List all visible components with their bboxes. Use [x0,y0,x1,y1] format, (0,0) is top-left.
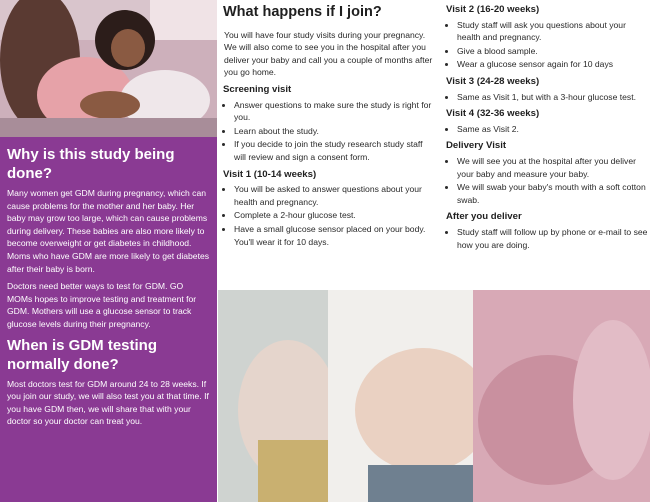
list-item: • Answer questions to make sure the study is right for you. [234,99,436,124]
visit-3-heading: Visit 3 (24-28 weeks) [446,75,540,87]
gdm-testing-paragraph: Most doctors test for GDM around 24 to 28 weeks. If you join our study, we will also test you at that time. If you have GDM then, we will share that with your doctor so your doctor can treat you. [7,378,209,427]
visit-4-heading: Visit 4 (32-36 weeks) [446,108,540,120]
visit-1-heading: Visit 1 (10-14 weeks) [223,168,317,180]
right-column [445,0,648,254]
list-item: • If you decide to join the study research study staff will review and sign a consent form. [234,138,436,163]
list-item: • Wear a glucose sensor again for 10 days [457,58,648,71]
list-item: • Same as Visit 1, but with a 3-hour glucose test. [457,91,648,104]
list-item: • Same as Visit 2. [457,123,648,136]
screening-visit-list [222,99,436,164]
delivery-visit-list [445,155,648,206]
after-delivery-heading: After you deliver [446,211,522,223]
better-testing-paragraph: Doctors need better ways to test for GDM. GO MOMs hopes to improve testing and treatment for GDM. Mothers will use a glucose sensor to track glucose levels during their pregnancy. [7,281,197,329]
visit-3-list [445,91,648,104]
why-study-paragraph: Many women get GDM during pregnancy, which can cause problems for the mother and her baby. Her baby may grow too large, which can cause problems during delivery. These babies are also more likely to become overweight or get diabetes in childhood. Moms who have GDM are more likely to get diabetes after their baby is born. [7,188,210,274]
visit-1-list [222,183,436,248]
list-item: • Give a blood sample. [457,45,648,58]
middle-column [222,0,436,251]
left-column [0,0,217,502]
list-item: • Study staff will follow up by phone or e-mail to see how you are doing. [457,226,648,251]
pregnant-women-photo [218,290,650,502]
list-item: • We will see you at the hospital after you deliver your baby and measure your baby. [457,155,648,180]
screening-visit-heading: Screening visit [223,83,292,95]
after-delivery-list [445,226,648,251]
why-study-heading: Why is this study being done? [7,146,175,182]
list-item: • Study staff will ask you questions about your health and pregnancy. [457,19,648,44]
join-heading: What happens if I join? [223,4,382,20]
list-item: • Complete a 2-hour glucose test. [234,209,436,222]
list-item: • Learn about the study. [234,125,436,138]
join-intro: You will have four study visits during your pregnancy. We will also come to see you in the hospital after you deliver your baby and call you a couple of months after you go home. [224,29,433,78]
visit-4-list [445,123,648,136]
visit-2-list [445,19,648,71]
gdm-testing-heading: When is GDM testing normally done? [7,336,157,373]
mother-child-photo [0,0,217,137]
purple-info-panel [0,137,217,502]
list-item: • You will be asked to answer questions about your health and pregnancy. [234,183,436,208]
list-item: • Have a small glucose sensor placed on your body. You'll wear it for 10 days. [234,223,436,248]
delivery-visit-heading: Delivery Visit [446,140,507,152]
visit-2-heading: Visit 2 (16-20 weeks) [446,4,540,15]
list-item: • We will swab your baby's mouth with a soft cotton swab. [457,181,648,206]
